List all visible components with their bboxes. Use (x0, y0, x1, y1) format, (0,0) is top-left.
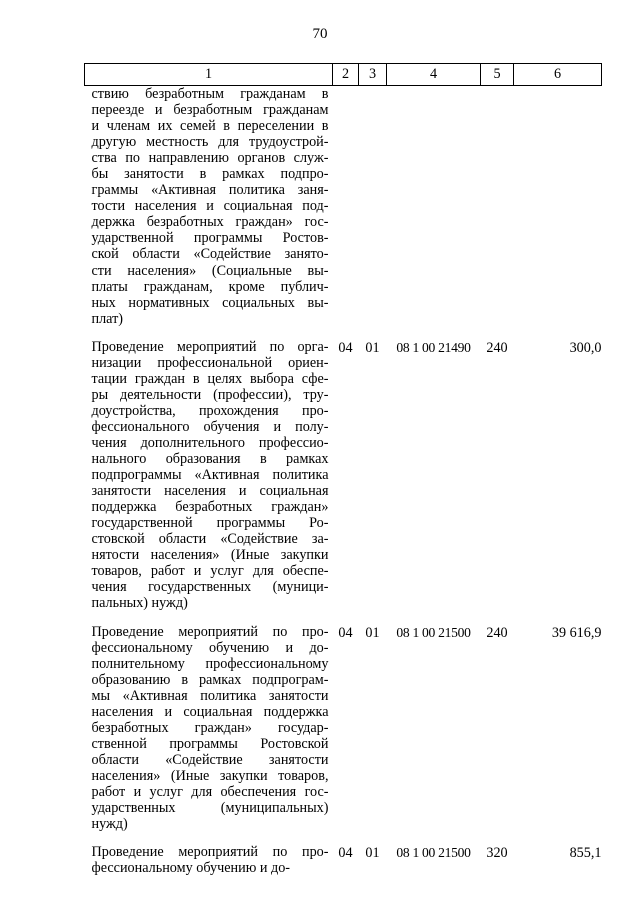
description-line: области «Содействие занятости (91, 751, 329, 768)
page-number: 70 (312, 26, 328, 42)
description-line: плат) (91, 310, 124, 327)
target-article-code (387, 86, 481, 327)
table-row (85, 624, 602, 833)
row-description (85, 339, 333, 612)
header-col-1: 1 (85, 64, 333, 86)
header-col-6: 6 (514, 64, 602, 86)
description-line: поддержка безработных граждан» (91, 499, 329, 516)
table-body (85, 86, 602, 877)
description-line: низации профессиональной ориен- (91, 354, 329, 371)
description-line: ской области «Содействие занято- (91, 246, 329, 263)
row-description (85, 86, 333, 327)
description-line: ствию безработным гражданам в (91, 86, 329, 102)
subsection-code: 01 (365, 339, 380, 356)
expense-type-code (481, 86, 514, 327)
row-spacer (85, 832, 602, 844)
description-line: населения» (Иные закупки товаров, (91, 767, 329, 784)
description-line: фессиональному обучению и до- (91, 860, 291, 877)
expense-type-code: 240 (486, 339, 508, 356)
budget-table (84, 63, 602, 876)
description-line: Проведение мероприятий по про- (91, 844, 329, 861)
target-article-code: 08 1 00 21490 (396, 339, 471, 355)
description-line: ных нормативных социальных вы- (91, 294, 329, 311)
section-code (333, 86, 359, 327)
subsection-code: 01 (365, 624, 380, 641)
description-line: образованию в рамках подпрограм- (91, 671, 329, 688)
description-line: нужд) (91, 816, 128, 833)
amount: 855,1 (569, 845, 602, 862)
description-line: доустройства, прохождения про- (91, 402, 329, 419)
subsection-code: 01 (365, 845, 380, 862)
description-line: подпрограммы «Активная политика (91, 467, 329, 484)
description-line: переезде и безработным гражданам (91, 102, 329, 119)
description-line: платы гражданам, кроме публич- (91, 278, 329, 295)
description-line: тации граждан в целях выбора сфе- (91, 370, 329, 387)
description-line: нятости населения» (Иные закупки (91, 547, 329, 564)
table-row (85, 339, 602, 612)
amount (514, 86, 602, 327)
description-line: чения дополнительного профессио- (91, 434, 329, 451)
description-line: Проведение мероприятий по орга- (91, 338, 329, 355)
table-header (85, 64, 602, 86)
description-line: мы «Активная политика занятости (91, 687, 329, 704)
table-row (85, 844, 602, 876)
expense-type-code: 320 (486, 845, 508, 862)
table-row (85, 86, 602, 327)
description-line: государственной программы Ро- (91, 515, 329, 532)
description-line: ударственных (муниципальных) (91, 800, 329, 817)
description-line: Проведение мероприятий по про- (91, 623, 329, 640)
subsection-code (359, 86, 387, 327)
description-line: безработных граждан» государ- (91, 719, 329, 736)
description-line: чения государственных (муници- (91, 579, 329, 596)
description-line: другую местность для трудоустрой- (91, 134, 329, 151)
description-line: пальных) нужд) (91, 595, 188, 612)
header-col-4: 4 (387, 64, 481, 86)
description-line: фессионального обучения и полу- (91, 418, 329, 435)
description-line: фессиональному обучению и до- (91, 639, 329, 656)
description-line: ственной программы Ростовской (91, 735, 329, 752)
description-line: ударственной программы Ростов- (91, 230, 329, 247)
amount: 39 616,9 (551, 624, 602, 641)
description-line: ры деятельности (профессии), тру- (91, 386, 329, 403)
description-line: стовской области «Содействие за- (91, 531, 329, 548)
section-code: 04 (338, 845, 353, 862)
header-col-2: 2 (333, 64, 359, 86)
section-code: 04 (338, 339, 353, 356)
header-col-3: 3 (359, 64, 387, 86)
description-line: сти населения» (Социальные вы- (91, 262, 329, 279)
header-col-5: 5 (481, 64, 514, 86)
description-line: ства по направлению органов служ- (91, 150, 329, 167)
section-code: 04 (338, 624, 353, 641)
description-line: граммы «Активная политика заня- (91, 182, 329, 199)
row-spacer (85, 612, 602, 624)
header-row (85, 64, 602, 86)
description-line: тости населения и социальная под- (91, 198, 329, 215)
row-spacer-cell (85, 832, 602, 844)
row-spacer (85, 327, 602, 339)
description-line: населения и социальная поддержка (91, 703, 329, 720)
description-line: занятости населения и социальная (91, 483, 329, 500)
target-article-code: 08 1 00 21500 (396, 845, 471, 861)
expense-type-code: 240 (486, 624, 508, 641)
row-description (85, 624, 333, 833)
row-spacer-cell (85, 612, 602, 624)
row-description (85, 844, 333, 876)
target-article-code: 08 1 00 21500 (396, 624, 471, 640)
description-line: держка безработных граждан» гос- (91, 214, 329, 231)
description-line: и членам их семей в переселении в (91, 118, 329, 135)
description-line: товаров, работ и услуг для обеспе- (91, 563, 329, 580)
amount: 300,0 (569, 339, 602, 356)
description-line: бы занятости в рамках подпро- (91, 166, 329, 183)
description-line: работ и услуг для обеспечения гос- (91, 783, 329, 800)
description-line: полнительному профессиональному (91, 655, 329, 672)
row-spacer-cell (85, 327, 602, 339)
description-line: нального образования в рамках (91, 451, 329, 468)
